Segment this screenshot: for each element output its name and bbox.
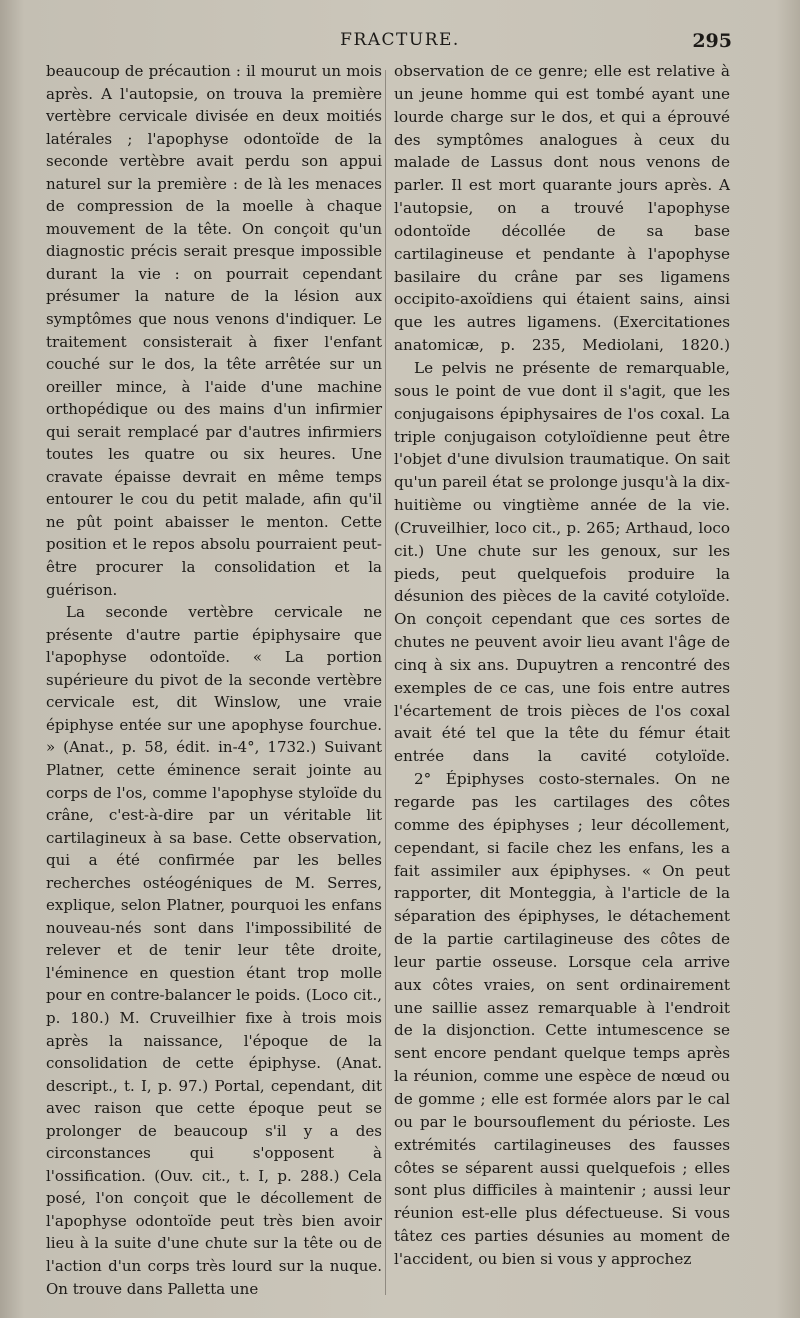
paragraph: beaucoup de précaution : il mourut un mois après. A l'autopsie, on trouva la première vertèbre cervicale divisée en deux moitiés latérales ; l'apophyse odontoïde de la seconde vertèbre avait perdu son appui naturel sur la première : de là les menaces de compression de la moelle à chaque mouvement de la tête. On conçoit qu'un diagnostic précis serait presque impossible durant la vie : on pourrait cependant présumer la nature de la lésion aux symptômes que nous venons d'indiquer. Le traitement consisterait à fixer l'enfant couché sur le dos, la tête arrêtée sur un oreiller mince, à l'aide d'une machine orthopédique ou des mains d'un infirmier qui serait remplacé par d'autres infirmiers toutes les quatre ou six heures. Une cravate épaisse devrait en même temps entourer le cou du petit malade, afin qu'il ne pût point abaisser le menton. Cette position et le repos absolu pourraient peut-être procurer la consolidation et la guérison.: [46, 62, 382, 599]
paragraph: La seconde vertèbre cervicale ne présente d'autre partie épiphysaire que l'apophyse odontoïde. « La portion supérieure du pivot de la seconde vertèbre cervicale est, dit Winslow, une vraie épiphyse entée sur une apophyse fourchue. » (Anat., p. 58, édit. in-4°, 1732.) Suivant Platner, cette éminence serait jointe au corps de l'os, comme l'apophyse styloïde du crâne, c'est-à-dire par un véritable lit cartilagineux à sa base. Cette observation, qui a été confirmée par les belles recherches ostéogéniques de M. Serres, explique, selon Platner, pourquoi les enfans nouveau-nés sont dans l'impossibilité de relever et de tenir leur tête droite, l'éminence en question étant trop molle pour en contre-balancer le poids. (Loco cit., p. 180.) M. Cruveilhier fixe à trois mois après la naissance, l'époque de la consolidation de cette épiphyse. (Anat. descript., t. I, p. 97.) Portal, cependant, dit avec raison que cette époque peut se prolonger de beaucoup s'il y a des circonstances qui s'opposent à l'ossification. (Ouv. cit., t. I, p. 288.) Cela posé, l'on conçoit que le décollement de l'apophyse odontoïde peut très bien avoir lieu à la suite d'une chute sur la tête ou de l'action d'un corps très lourd sur la nuque. On trouve dans Palletta une: [46, 603, 382, 1298]
right-column: [394, 60, 730, 1271]
running-title: FRACTURE.: [340, 30, 460, 50]
paragraph: observation de ce genre; elle est relative à un jeune homme qui est tombé ayant une lourde charge sur le dos, et qui a éprouvé des symptômes analogues à ceux du malade de Lassus dont nous venons de parler. Il est mort quarante jours après. A l'autopsie, on a trouvé l'apophyse odontoïde décollée de sa base cartilagineuse et pendante à l'apophyse basilaire du crâne par ses ligamens occipito-axoïdiens qui étaient sains, ainsi que les autres ligamens. (Exercitationes anatomicæ, p. 235, Mediolani, 1820.): [394, 62, 730, 355]
paragraph: Le pelvis ne présente de remarquable, sous le point de vue dont il s'agit, que les conjugaisons épiphysaires de l'os coxal. La triple conjugaison cotyloïdienne peut être l'objet d'une divulsion traumatique. On sait qu'un pareil état se prolonge jusqu'à la dix-huitième ou vingtième année de la vie. (Cruveilhier, loco cit., p. 265; Arthaud, loco cit.) Une chute sur les genoux, sur les pieds, peut quelquefois produire la désunion des pièces de la cavité cotyloïde. On conçoit cependant que ces sortes de chutes ne peuvent avoir lieu avant l'âge de cinq à six ans. Dupuytren a rencontré des exemples de ce cas, une fois entre autres l'écartement de trois pièces de l'os coxal avait été tel que la tête du fémur était entrée dans la cavité cotyloïde.: [394, 358, 730, 766]
left-column: [46, 60, 382, 1300]
paragraph: 2° Épiphyses costo-sternales. On ne regarde pas les cartilages des côtes comme des épiphyses ; leur décollement, cependant, si facile chez les enfans, les a fait assimiler aux épiphyses. « On peut rapporter, dit Monteggia, à l'article de la séparation des épiphyses, le détachement de la partie cartilagineuse des côtes de leur partie osseuse. Lorsque cela arrive aux côtes vraies, on sent ordinairement une saillie assez remarquable à l'endroit de la disjonction. Cette intumescence se sent encore pendant quelque temps après la réunion, comme une espèce de nœud ou de gomme ; elle est formée alors par le cal ou par le boursouflement du périoste. Les extrémités cartilagineuses des fausses côtes se séparent aussi quelquefois ; elles sont plus difficiles à maintenir ; aussi leur réunion est-elle plus défectueuse. Si vous tâtez ces parties désunies au moment de l'accident, ou bien si vous y approchez: [394, 770, 730, 1268]
page-number: 295: [692, 30, 732, 52]
column-divider: [385, 70, 386, 1295]
page-header: [0, 30, 800, 60]
